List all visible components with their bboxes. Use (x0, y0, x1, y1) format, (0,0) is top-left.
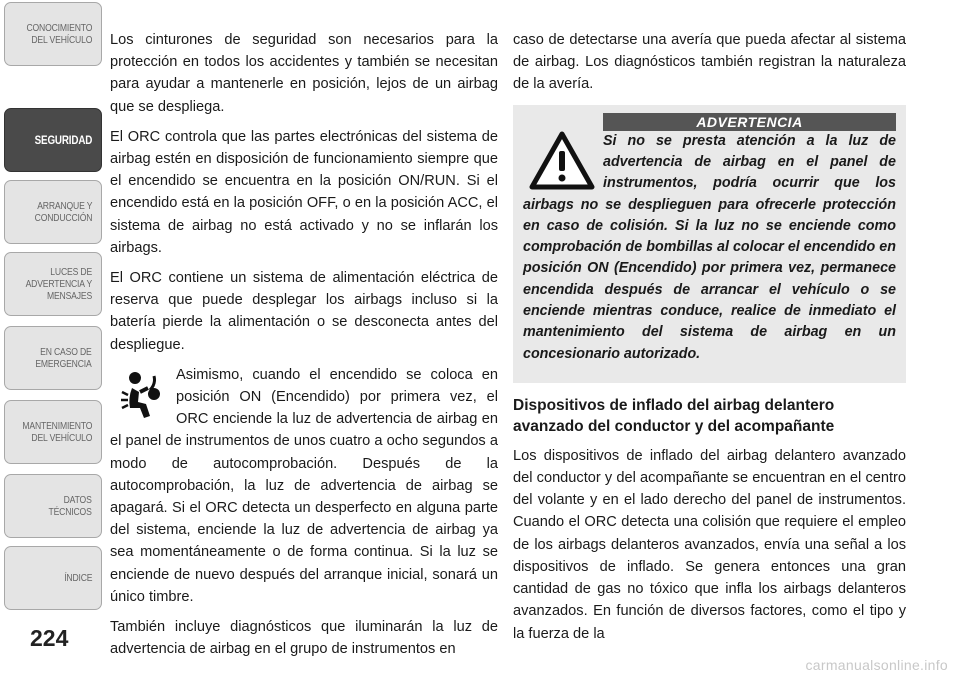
warning-title: ADVERTENCIA (603, 113, 896, 131)
paragraph-diagnostics-cont: caso de detectarse una avería que pueda afectar al sistema de airbag. Los diagnósticos también registran la naturaleza de la avería. (513, 32, 906, 93)
tab-seguridad[interactable] (4, 108, 102, 172)
section-heading: Dispositivos de inflado del airbag delantero avanzado del conductor y del acompañante (513, 396, 835, 435)
page-number: 224 (30, 625, 69, 651)
tab-label: DATOS TÉCNICOS (48, 494, 92, 518)
tab-mantenimiento-del-vehiculo[interactable] (4, 400, 102, 464)
airbag-warning-light-icon (110, 364, 174, 426)
tab-label: CONOCIMIENTO DEL VEHÍCULO (26, 22, 92, 46)
tab-label: MANTENIMIENTO DEL VEHÍCULO (22, 420, 92, 444)
sidebar (0, 0, 106, 678)
tab-conocimiento-del-vehiculo[interactable] (4, 2, 102, 66)
tab-label: ÍNDICE (63, 572, 92, 584)
paragraph-self-check-block (110, 364, 498, 608)
warning-triangle-icon (529, 131, 595, 191)
paragraph-orc-monitor: El ORC controla que las partes electrónicas del sistema de airbag estén en disposición de funcionamiento siempre que el encendido se encuentra en la posición ON/RUN. Si el encendido está en la posición OFF, o en la posición ACC, el sistema de airbag no está activado y no se inflarán los airbags. (110, 128, 498, 256)
paragraph-self-check: Asimismo, cuando el encendido se coloca en posición ON (Encendido) por primera vez, el ORC enciende la luz de advertencia de airbag en el panel de instrumentos de unos cuatro a ocho segundos a modo de autocomprobación. Después de la autocomprobación, la luz de advertencia de airbag se apagará. Si el ORC detecta un desperfecto en alguna parte del sistema, enciende la luz de advertencia de airbag ya sea momentáneamente o de forma continua. Si la luz se enciende de nuevo después del arranque inicial, sonará un único timbre. (110, 366, 498, 605)
warning-text: Si no se presta atención a la luz de advertencia de airbag en el panel de instrumentos, podría ocurrir que los airbags no se desplieguen para ofrecerle protección en caso de colisión. Si la luz no se enciende como comprobación de bombillas al colocar el encendido en posición ON (Encendido) por primera vez, permanece encendida después de arrancar el vehículo o se enciende mientras conduce, realice de inmediato el mantenimiento del sistema de airbag en un concesionario autorizado. (523, 132, 896, 362)
tab-arranque-y-conduccion[interactable] (4, 180, 102, 244)
right-column (513, 29, 906, 653)
paragraph-inflators: Los dispositivos de inflado del airbag delantero avanzado del conductor y del acompañante se encuentran en el centro del volante y en el lado derecho del panel de instrumentos. Cuando el ORC detecta una colisión que requiere el empleo de los airbags delanteros avanzados, envía una señal a los dispositivos de inflado. Se genera entonces una gran cantidad de gas no tóxico que infla los airbags delanteros avanzados. En función de diversos factores, como el tipo y la fuerza de la (513, 447, 906, 642)
tab-label: EN CASO DE EMERGENCIA (35, 346, 92, 370)
watermark: carmanualsonline.info (805, 657, 948, 673)
paragraph-seatbelts: Los cinturones de seguridad son necesarios para la protección en todos los accidentes y también se necesitan para ayudar a mantenerle en posición, lejos de un airbag que se despliega. (110, 32, 498, 115)
tab-label: LUCES DE ADVERTENCIA Y MENSAJES (25, 266, 92, 302)
left-column (110, 29, 498, 668)
tab-label: ARRANQUE Y CONDUCCIÓN (34, 200, 92, 224)
tab-indice[interactable] (4, 546, 102, 610)
warning-box (513, 105, 906, 383)
tab-en-caso-de-emergencia[interactable] (4, 326, 102, 390)
paragraph-orc-power: El ORC contiene un sistema de alimentación eléctrica de reserva que puede desplegar los airbags incluso si la batería pierde la alimentación o se desconecta antes del despliegue. (110, 270, 498, 353)
tab-label: SEGURIDAD (34, 133, 92, 147)
tab-datos-tecnicos[interactable] (4, 474, 102, 538)
paragraph-diagnostics: También incluye diagnósticos que iluminarán la luz de advertencia de airbag en el grupo de instrumentos en (110, 619, 498, 658)
tab-luces-de-advertencia[interactable] (4, 252, 102, 316)
